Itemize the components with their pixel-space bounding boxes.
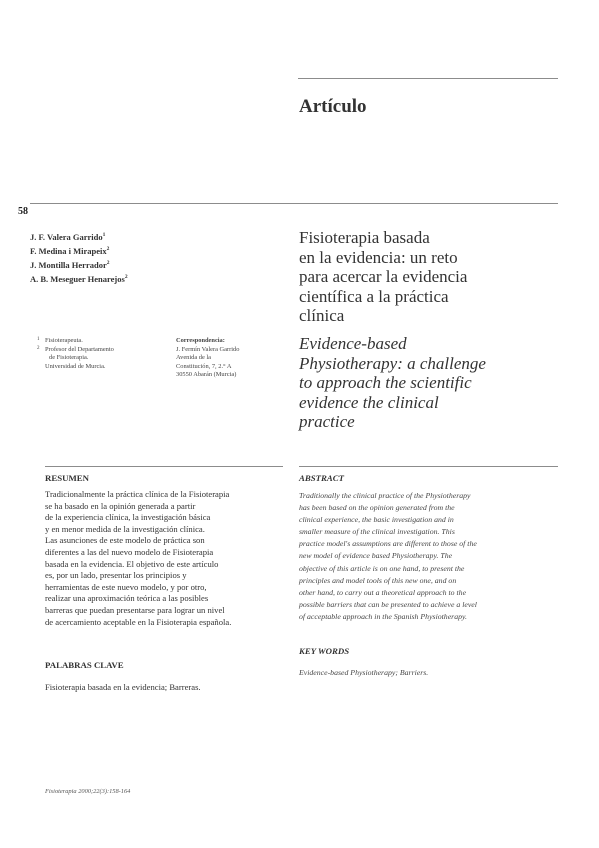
affiliation: 2 Profesor del Departamento de Fisioterapia. Universidad de Murcia. bbox=[37, 345, 114, 370]
author-list bbox=[30, 229, 128, 285]
resumen-body: Tradicionalmente la práctica clínica de la Fisioterapia se ha basado en la opinión generada a partir de la experiencia clínica, la investigación básica y en menor medida de la investigación clínica. Las asunciones de este modelo de práctica son diferentes a las del nuevo modelo de Fisioterapia basada en la evidencia. El objetivo de este artículo es, por un lado, presentar los principios y herramientas de este nuevo modelo, y por otro, realizar una aproximación teórica a las posibles barreras que puedan presentarse para lograr un nivel de acercamiento aceptable en la Fisioterapia española. bbox=[45, 489, 232, 627]
correspondence: Correspondencia: J. Fermín Valera Garrido Avenida de la Constitución, 7, 2.° A 30550 Abarán (Murcia) bbox=[176, 337, 281, 380]
author: J. Montilla Herrador$^2$ bbox=[30, 259, 110, 270]
top-rule bbox=[298, 78, 558, 79]
correspondence-title: Correspondencia: bbox=[176, 337, 225, 344]
header-rule bbox=[30, 203, 558, 204]
keywords-es-text: Fisioterapia basada en la evidencia; Barreras. bbox=[45, 682, 201, 692]
keywords-en-heading: KEY WORDS bbox=[299, 646, 350, 656]
resumen-rule bbox=[45, 466, 283, 467]
page-number: 58 bbox=[18, 206, 28, 217]
keywords-en-text: Evidence-based Physiotherapy; Barriers. bbox=[299, 668, 429, 677]
resumen-heading: RESUMEN bbox=[45, 473, 89, 483]
affiliation: 1 Fisioterapeuta. bbox=[37, 337, 83, 344]
section-title: Artículo bbox=[299, 96, 367, 117]
abstract-heading: ABSTRACT bbox=[299, 473, 344, 483]
journal-citation: Fisioterapia 2000;22(3):158-164 bbox=[45, 788, 131, 795]
abstract-rule bbox=[299, 466, 558, 467]
affiliations bbox=[37, 337, 114, 371]
author: A. B. Meseguer Henarejos$^2$ bbox=[30, 273, 128, 284]
abstract-body: Traditionally the clinical practice of the Physiotherapy has been based on the opinion generated from the clinical experience, the basic investigation and in smaller measure of the clinical investigation. This practice model's assumptions are different to those of the new model of evidence based Physiotherapy. The objective of this article is on one hand, to present the principles and model tools of this new one, and on other hand, to carry out a theoretical approach to the possible barriers that can be presented to achieve a level of acceptable approach in the Spanish Physiotherapy. bbox=[299, 491, 477, 621]
author: J. F. Valera Garrido$^1$ bbox=[30, 231, 106, 242]
title-spanish: Fisioterapia basada en la evidencia: un reto para acercar la evidencia científica a la práctica clínica bbox=[299, 228, 468, 325]
keywords-es-heading: PALABRAS CLAVE bbox=[45, 660, 124, 670]
title-english: Evidence-based Physiotherapy: a challenge to approach the scientific evidence the clinical practice bbox=[299, 334, 486, 431]
author: F. Medina i Mirapeix$^2$ bbox=[30, 245, 110, 256]
